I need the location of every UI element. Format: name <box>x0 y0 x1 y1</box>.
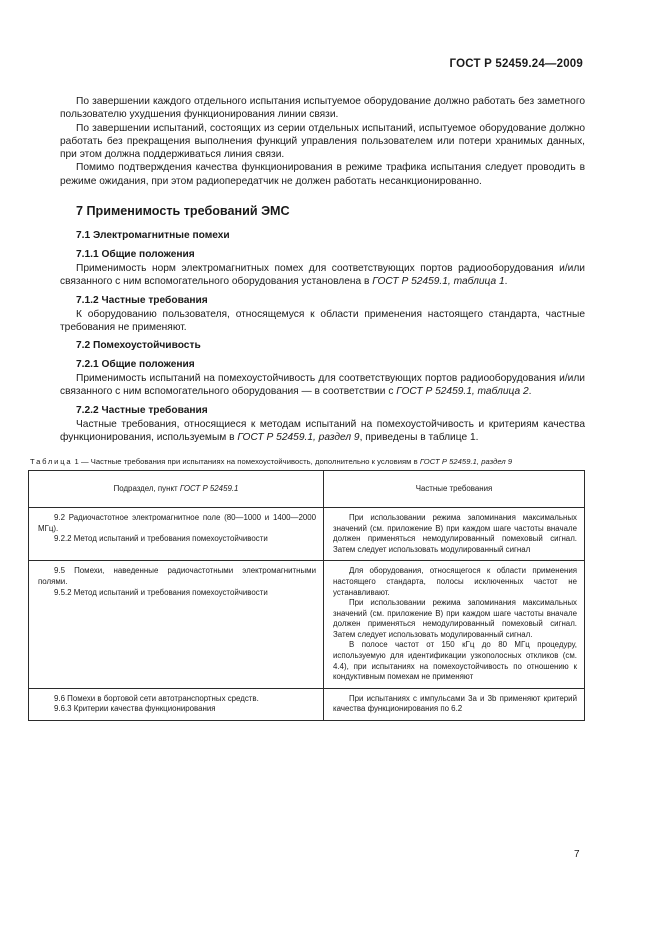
table-row <box>29 688 585 720</box>
section-title: 7 Применимость требований ЭМС <box>76 204 290 219</box>
subsection-title: 7.2 Помехоустойчивость <box>76 340 201 352</box>
paragraph: К оборудованию пользователя, относящемуся к области применения настоящего стандарта, частные требования не применяют. <box>60 308 585 334</box>
subsection-title: 7.2.2 Частные требования <box>76 404 208 416</box>
subsection-title: 7.2.1 Общие положения <box>76 358 195 370</box>
intro-paragraph: Помимо подтверждения качества функционирования в режиме трафика испытания следует проводить в режиме ожидания, при этом радиопередатчик не должен работать несанкционированно. <box>60 162 585 187</box>
table-caption: Таблица 1 — Частные требования при испытаниях на помехоустойчивость, дополнительно к условиям в ГОСТ Р 52459.1, раздел 9 <box>30 456 513 466</box>
table-cell-subclause: 9.6 Помехи в бортовой сети автотранспортных средств. 9.6.3 Критерии качества функционирования <box>29 688 324 720</box>
subsection-title: 7.1 Электромагнитные помехи <box>76 230 230 242</box>
table-header-subclause: Подраздел, пункт ГОСТ Р 52459.1 <box>29 470 324 507</box>
intro-paragraph: По завершении каждого отдельного испытания испытуемое оборудование должно работать без заметного пользователю ухудшения функционирования линии связи. <box>60 96 585 121</box>
requirements-table-wrapper <box>28 470 585 721</box>
page-number: 7 <box>574 849 580 860</box>
standard-reference: ГОСТ Р 52459.1, раздел 9 <box>237 432 360 444</box>
standard-reference: ГОСТ Р 52459.1, таблица 2 <box>396 386 529 398</box>
intro-paragraph: По завершении испытаний, состоящих из серии отдельных испытаний, испытуемое оборудование должно работать без прекращения выполнения функций управления пользователем или потери хранимых данных, при этом должна поддерживаться линия связи. <box>60 122 585 161</box>
table-row <box>29 561 585 689</box>
table-header-row <box>29 470 585 507</box>
table-header-requirements: Частные требования <box>324 470 585 507</box>
table-cell-requirement: При использовании режима запоминания максимальных значений (см. приложение В) при каждом шаге частоты вначале должен применяться немодулированный помеховый сигнал. Затем следует использовать модулированный сигнал <box>324 507 585 560</box>
subsection-title: 7.1.1 Общие положения <box>76 248 195 260</box>
paragraph: Применимость норм электромагнитных помех для соответствующих портов радиооборудования и/или связанного с ним вспомогательного оборудования установлена в ГОСТ Р 52459.1, таблица 1. <box>60 262 585 288</box>
table-cell-requirement: Для оборудования, относящегося к области применения настоящего стандарта, полосы исключенных частот не устанавливают. При использовании режима запоминания максимальных значений (см. приложение В) при каждом шаге частоты вначале должен применяться немодулированный помеховый сигнал. Затем следует использовать модулированный сигнал. В полосе частот от 150 кГц до 80 МГц процедуру, используемую для идентификации узкополосных откликов (см. 4.4), при испытаниях на помехоустойчивость по отношению к кондуктивным помехам не применяют <box>324 561 585 689</box>
table-cell-subclause: 9.2 Радиочастотное электромагнитное поле (80—1000 и 1400—2000 МГц). 9.2.2 Метод испытаний и требования помехоустойчивости <box>29 507 324 560</box>
standard-reference: ГОСТ Р 52459.1, таблица 1 <box>372 276 505 288</box>
table-cell-requirement: При испытаниях с импульсами 3а и 3b применяют критерий качества функционирования по 6.2 <box>324 688 585 720</box>
subsection-title: 7.1.2 Частные требования <box>76 294 208 306</box>
requirements-table <box>28 470 585 721</box>
paragraph: Частные требования, относящиеся к методам испытаний на помехоустойчивость и критериям качества функционирования, используемым в ГОСТ Р 52459.1, раздел 9, приведены в таблице 1. <box>60 418 585 444</box>
page-header-standard-code: ГОСТ Р 52459.24—2009 <box>449 58 583 70</box>
table-row <box>29 507 585 560</box>
document-body <box>30 95 585 721</box>
table-cell-subclause: 9.5 Помехи, наведенные радиочастотными электромагнитными полями. 9.5.2 Метод испытаний и требования помехоустойчивости <box>29 561 324 689</box>
paragraph: Применимость испытаний на помехоустойчивость для соответствующих портов радиооборудования и/или связанного с ним вспомогательного оборудования — в соответствии с ГОСТ Р 52459.1, таблица 2. <box>60 373 585 398</box>
